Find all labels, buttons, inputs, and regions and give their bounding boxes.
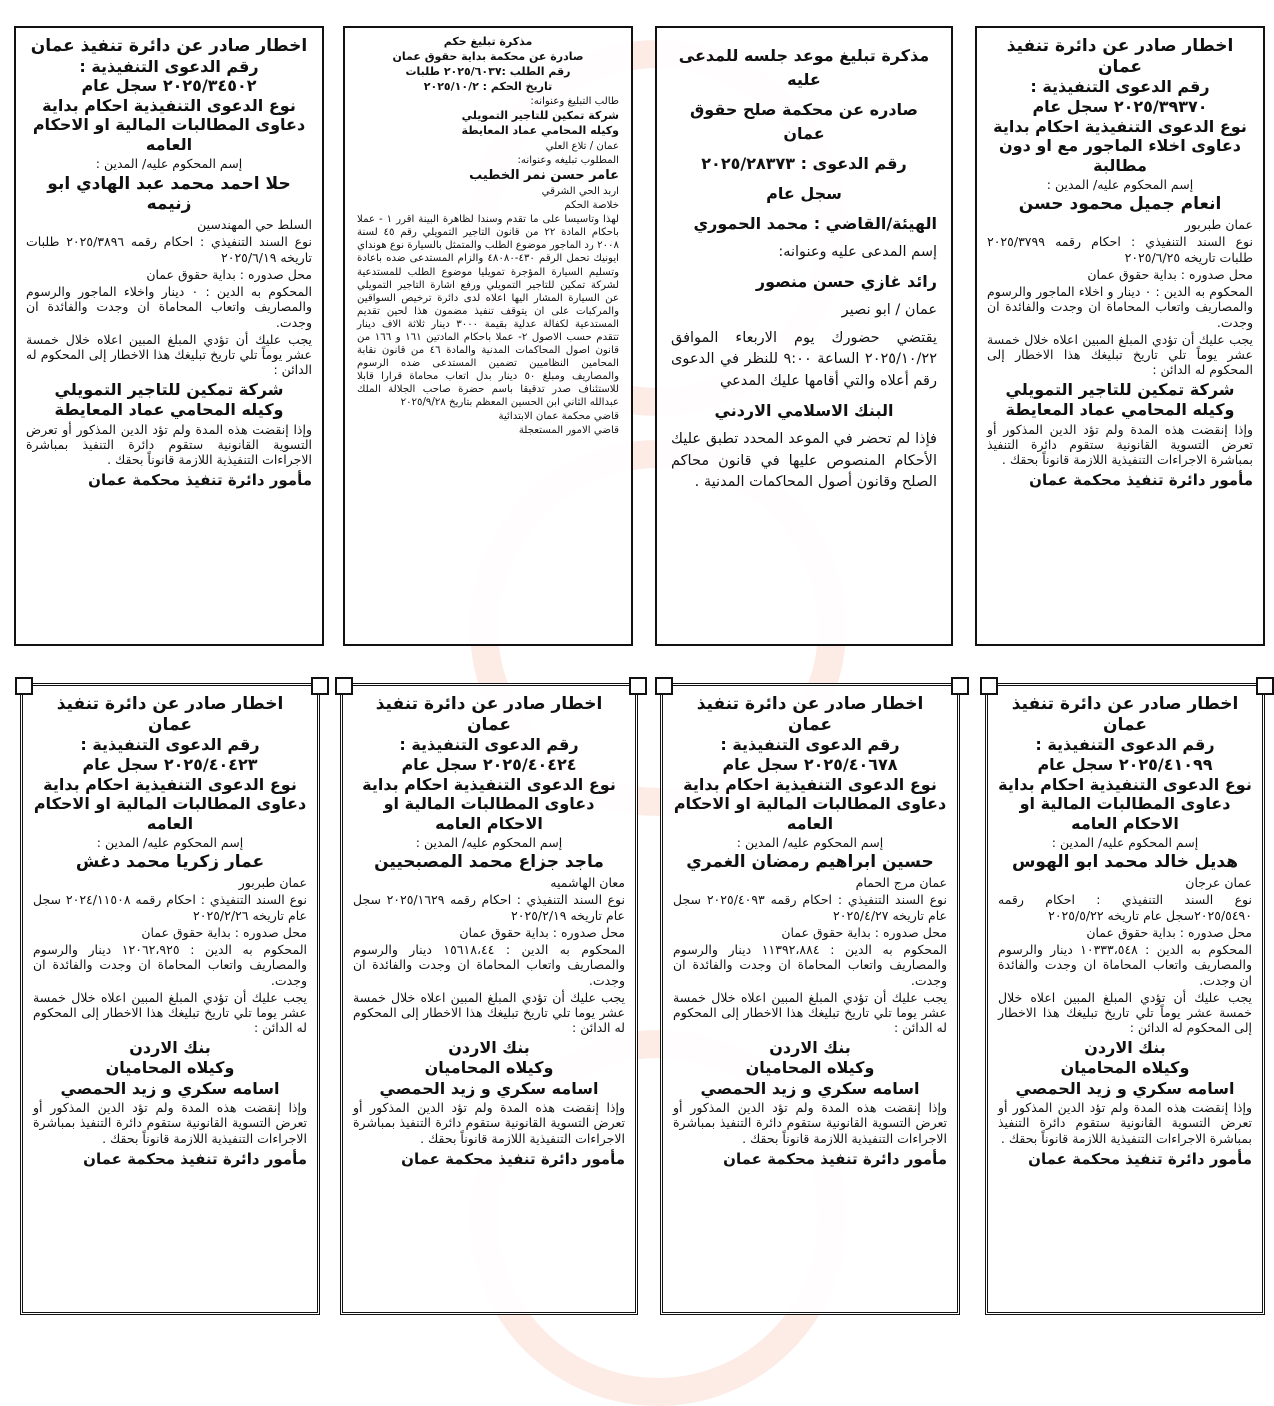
frame-corner-ornament [980, 677, 998, 695]
frame-corner-ornament [629, 677, 647, 695]
debtor-name: انعام جميل محمود حسن [1018, 194, 1222, 215]
frame-corner-ornament [951, 677, 969, 695]
creditor-agent: وكيله المحامي عماد المعايطة [1005, 400, 1235, 420]
execution-notice [660, 683, 960, 1315]
plaintiff-name: البنك الاسلامي الاردني [714, 400, 894, 420]
frame-corner-ornament [15, 677, 33, 695]
requester-agent: وكيله المحامي عماد المعايطة [461, 124, 619, 138]
creditor-lawyers: اسامه سكري و زيد الحمصي [60, 1078, 280, 1098]
target-name: عامر حسن نمر الخطيب [469, 167, 619, 183]
frame-corner-ornament [655, 677, 673, 695]
execution-notice [975, 26, 1265, 646]
closing-text: وإذا إنقضت هذه المدة ولم تؤد الدين المذكور أو تعرض التسوية القانونية ستقوم دائرة التنفيذ بمباشرة الاجراءات التنفيذية اللازمة قانوناً بحقك . [33, 1100, 307, 1146]
case-number: ٢٠٢٥/٣٤٥٠٢ سجل عام [81, 76, 257, 96]
judgment-notice [343, 26, 633, 646]
issued-by: محل صدوره : بداية حقوق عمان [1087, 266, 1253, 282]
debtor-label: إسم المحكوم عليه/ المدين : [1046, 177, 1194, 193]
summary-label: خلاصة الحكم [564, 200, 619, 212]
requester-address: عمان / تلاع العلي [545, 140, 619, 152]
summons-case: رقم الدعوى : ٢٠٢٥/٢٨٣٧٣ [701, 154, 907, 173]
case-label: رقم الدعوى التنفيذية : [80, 735, 260, 755]
creditor-lawyers: اسامه سكري و زيد الحمصي [379, 1078, 599, 1098]
creditor-lawyers: اسامه سكري و زيد الحمصي [1015, 1078, 1235, 1098]
issued-by: محل صدوره : بداية حقوق عمان [781, 924, 947, 940]
summons-judge: الهيئة/القاضي : محمد الحموري [693, 214, 937, 233]
debtor-name: عمار زكريا محمد دغش [75, 852, 265, 873]
debtor-address: عمان طبربور [238, 875, 307, 891]
case-label: رقم الدعوى التنفيذية : [720, 735, 900, 755]
issued-by: محل صدوره : بداية حقوق عمان [1086, 924, 1252, 940]
creditor-name: شركة تمكين للتاجير التمويلي [54, 379, 284, 399]
debtor-address: عمان طبربور [1184, 217, 1253, 233]
debtor-label: إسم المحكوم عليه/ المدين : [96, 835, 244, 851]
deed-info: نوع السند التنفيذي : احكام رقمه ٢٠٢٤/١١٥٠٨ سجل عام تاريخه ٢٠٢٥/٢/٢٦ [33, 892, 307, 923]
closing-text: وإذا إنقضت هذه المدة ولم تؤد الدين المذكور أو تعرض التسوية القانونية ستقوم دائرة التنفيذ بمباشرة الاجراءات التنفيذية اللازمة قانوناً بحقك . [26, 421, 312, 468]
hearing-summons [655, 26, 953, 646]
case-type-detail: دعاوى اخلاء الماجور مع او دون مطالبة [998, 136, 1242, 175]
amount: المحكوم به الدين : ٠ دينار واخلاء الماجور والرسوم والمصاريف واتعاب المحاماة ان وجدت والفائدة ان وجدت. [26, 284, 312, 330]
issued-by: محل صدوره : بداية حقوق عمان [141, 924, 307, 940]
execution-notice [985, 683, 1265, 1315]
amount: المحكوم به الدين : ١٢٠٦٢،٩٢٥ دينار والرسوم والمصاريف واتعاب المحاماة ان وجدت والفائدة ان وجدت. [33, 942, 307, 988]
signature: مأمور دائرة تنفيذ محكمة عمان [1029, 471, 1253, 490]
requester-label: طالب التبليغ وعنوانه: [530, 96, 619, 108]
frame-corner-ornament [335, 677, 353, 695]
case-type: نوع الدعوى التنفيذية احكام بداية [42, 95, 296, 115]
creditor-agent: وكيلاه المحاميان [745, 1058, 875, 1078]
signature: مأمور دائرة تنفيذ محكمة عمان [1028, 1149, 1252, 1168]
debtor-address: عمان عرجان [1185, 875, 1252, 891]
creditor-name: بنك الاردن [448, 1037, 530, 1057]
amount: المحكوم به الدين : ١١٣٩٢،٨٨٤ دينار والرسوم والمصاريف واتعاب المحاماة ان وجدت والفائدة ان وجدت. [673, 942, 947, 988]
summons-court: صادره عن محكمة صلح حقوق عمان [689, 100, 919, 143]
pay-warning: يجب عليك أن تؤدي المبلغ المبين اعلاه خلال خمسة عشر يوماً تلي تاريخ تبليغك هذا الاخطار إلى المحكوم له الدائن : [987, 331, 1253, 378]
deed-info: نوع السند التنفيذي : احكام رقمه ٢٠٢٥/٣٨٩٦ طلبات تاريخه ٢٠٢٥/٦/١٩ [26, 234, 312, 265]
creditor-agent: وكيلاه المحاميان [1060, 1058, 1190, 1078]
creditor-name: بنك الاردن [129, 1037, 211, 1057]
amount: المحكوم به الدين : ١٠٣٣٣،٥٤٨ دينار والرسوم والمصاريف واتعاب المحاماة ان وجدت والفائدة ان وجدت. [998, 942, 1252, 988]
debtor-label: إسم المحكوم عليه/ المدين : [415, 835, 563, 851]
deed-info: نوع السند التنفيذي : احكام رقمه ٢٠٢٥/٣٧٩٩ طلبات تاريخه ٢٠٢٥/٦/٢٥ [987, 234, 1253, 265]
summons-warning: فإذا لم تحضر في الموعد المحدد تطبق عليك الأحكام المنصوص عليها في قانون محاكم الصلح وقانون أصول المحاكمات المدنية . [671, 430, 937, 491]
signature: مأمور دائرة تنفيذ محكمة عمان [83, 1149, 307, 1168]
notice-title: اخطار صادر عن دائرة تنفيذ عمان [30, 36, 308, 56]
case-type-detail: دعاوى المطالبات المالية او الاحكام العامه [673, 794, 947, 833]
creditor-agent: وكيلاه المحاميان [105, 1058, 235, 1078]
debtor-name: هديل خالد محمد ابو الهوس [1011, 852, 1239, 873]
debtor-address: عمان مرج الحمام [855, 875, 947, 891]
judgment-date: تاريخ الحكم : ٢٠٢٥/١٠/٢ [423, 80, 553, 94]
judgment-request: رقم الطلب :٢٠٢٥/٦٠٣٧ طلبات [405, 65, 571, 79]
amount: المحكوم به الدين : ٠ دينار و اخلاء الماجور والرسوم والمصاريف واتعاب المحاماة ان وجدت والفائدة ان وجدت. [987, 284, 1253, 330]
case-number: ٢٠٢٥/٣٩٣٧٠ سجل عام [1032, 96, 1208, 116]
defendant-name: رائد غازي حسن منصور [755, 271, 937, 291]
case-label: رقم الدعوى التنفيذية : [399, 735, 579, 755]
case-label: رقم الدعوى التنفيذية : [1030, 77, 1210, 97]
notice-title: اخطار صادر عن دائرة تنفيذ عمان [56, 694, 284, 735]
target-address: اربد الحي الشرقي [541, 186, 619, 198]
execution-notice [14, 26, 324, 646]
target-label: المطلوب تبليغه وعنوانه: [517, 154, 619, 166]
judgment-title: مذكرة تبليغ حكم [443, 35, 533, 48]
frame-corner-ornament [1256, 677, 1274, 695]
creditor-name: شركة تمكين للتاجير التمويلي [1005, 379, 1235, 399]
defendant-address: عمان / ابو نصير [841, 301, 937, 318]
case-type: نوع الدعوى التنفيذية احكام بداية [998, 774, 1252, 794]
debtor-address: السلط حي المهندسين [197, 217, 312, 233]
case-number: ٢٠٢٥/٤٠٤٢٤ سجل عام [401, 754, 577, 774]
case-number: ٢٠٢٥/٤٠٤٢٣ سجل عام [82, 754, 258, 774]
creditor-name: بنك الاردن [1084, 1037, 1166, 1057]
case-number: ٢٠٢٥/٤١٠٩٩ سجل عام [1037, 754, 1213, 774]
case-label: رقم الدعوى التنفيذية : [79, 56, 259, 76]
creditor-lawyers: اسامه سكري و زيد الحمصي [700, 1078, 920, 1098]
case-type-detail: دعاوى المطالبات المالية او الاحكام العامه [33, 794, 307, 833]
signature: مأمور دائرة تنفيذ محكمة عمان [723, 1149, 947, 1168]
debtor-name: ماجد جزاع محمد المصبحيين [374, 852, 604, 873]
signature: مأمور دائرة تنفيذ محكمة عمان [401, 1149, 625, 1168]
deed-info: نوع السند التنفيذي : احكام رقمه ٢٠٢٥/١٦٢٩ سجل عام تاريخه ٢٠٢٥/٢/١٩ [353, 892, 625, 923]
pay-warning: يجب عليك أن تؤدي المبلغ المبين اعلاه خلال خمسة عشر يوما تلي تاريخ تبليغك هذا الاخطار إلى المحكوم له الدائن : [353, 989, 625, 1036]
judge-signature: قاضي محكمة عمان الابتدائية [498, 411, 619, 423]
case-type-detail: دعاوى المطالبات المالية او الاحكام العامه [383, 794, 595, 833]
attendance-text: يقتضي حضورك يوم الاربعاء الموافق ٢٠٢٥/١٠/٢٢ الساعة ٩:٠٠ للنظر في الدعوى رقم أعلاه والتي أقامها عليك المدعي [671, 329, 937, 389]
creditor-agent: وكيلاه المحاميان [424, 1058, 554, 1078]
issued-by: محل صدوره : بداية حقوق عمان [459, 924, 625, 940]
deed-info: نوع السند التنفيذي : احكام رقمه ٢٠٢٥/٥٤٩٠سجل عام تاريخه ٢٠٢٥/٥/٢٢ [998, 892, 1252, 923]
notice-title: اخطار صادر عن دائرة تنفيذ عمان [375, 694, 603, 735]
defendant-label: إسم المدعى عليه وعنوانه: [778, 244, 937, 260]
summons-registry: سجل عام [766, 184, 842, 203]
judgment-summary: لهذا وتاسيسا على ما تقدم وسندا لظاهرة البينة اقرر ١ - عملا باحكام المادة ٢٢ من قانون التاجير التمويلي رقم ٤٥ لسنة ٢٠٠٨ رد الماجور موضوع الطلب والمتمثل بالسيارة نوع هونداي ايونيك تحمل الرقم ٤٣٠-٤٨٠٨٠ والزام المستدعى ضده باعادة وتسليم السيارة المؤجرة تمويليا موضوع الطلب للمستدعية لشركة تمكين للتاجير التمويلي ورفع اشارة التاجير التمويلي عن السيارة المشار اليها اعلاه لدى دائرة ترخيص السواقين والمركبات على ان يتوقف تنفيذ مضمون هذا لحين تقديم المستدعية لكفالة عدلية بقيمة ٣٠٠٠ دينار ثلاثة الاف دينار تتقدم حسب الاصول ٢- عملا باحكام المادتين ١٦١ و ١٦٦ من قانون اصول المحاكمات المدنية والمادة ٤٦ من قانون نقابة المحامين النظاميين تضمين المستدعى ضده الرسوم والمصاريف ومبلغ ٥٠ دينار بدل اتعاب محاماة قرارا قابلا للاستئناف صدر تدقيقا باسم حضرة صاحب الجلالة الملك عبدالله الثاني ابن الحسين المعظم بتاريخ ٢٠٢٥/٩/٢٨ [357, 214, 620, 408]
creditor-name: بنك الاردن [769, 1037, 851, 1057]
amount: المحكوم به الدين : ١٥٦١٨،٤٤ دينار والرسوم والمصاريف واتعاب المحاماة ان وجدت والفائدة ان وجدت. [353, 942, 625, 988]
case-type-detail: دعاوى المطالبات المالية او الاحكام العامه [1019, 794, 1231, 833]
pay-warning: يجب عليك أن تؤدي المبلغ المبين اعلاه خلال خمسة عشر يوما تلي تاريخ تبليغك هذا الاخطار إلى المحكوم له الدائن : [673, 989, 947, 1036]
judge-signature: قاضي الامور المستعجلة [518, 425, 619, 437]
pay-warning: يجب عليك أن تؤدي المبلغ المبين اعلاه خلال خمسة عشر يوماً تلي تاريخ تبليغك هذا الاخطار إلى المحكوم له الدائن : [26, 331, 312, 378]
case-type: نوع الدعوى التنفيذية احكام بداية [43, 774, 297, 794]
case-type-detail: دعاوى المطالبات المالية او الاحكام العامه [32, 115, 306, 154]
judgment-court: صادرة عن محكمة بداية حقوق عمان [392, 50, 584, 64]
closing-text: وإذا إنقضت هذه المدة ولم تؤد الدين المذكور أو تعرض التسوية القانونية ستقوم دائرة التنفيذ بمباشرة الاجراءات التنفيذية اللازمة قانوناً بحقك . [987, 421, 1253, 468]
summons-title: مذكرة تبليغ موعد جلسه للمدعى عليه [678, 46, 930, 89]
debtor-label: إسم المحكوم عليه/ المدين : [1051, 835, 1199, 851]
issued-by: محل صدوره : بداية حقوق عمان [146, 266, 312, 282]
execution-notice [340, 683, 638, 1315]
signature: مأمور دائرة تنفيذ محكمة عمان [88, 471, 312, 490]
notice-title: اخطار صادر عن دائرة تنفيذ عمان [1006, 36, 1234, 77]
debtor-label: إسم المحكوم عليه/ المدين : [736, 835, 884, 851]
case-type: نوع الدعوى التنفيذية احكام بداية [683, 774, 937, 794]
deed-info: نوع السند التنفيذي : احكام رقمه ٢٠٢٥/٤٠٩٣ سجل عام تاريخه ٢٠٢٥/٤/٢٧ [673, 892, 947, 923]
frame-corner-ornament [311, 677, 329, 695]
closing-text: وإذا إنقضت هذه المدة ولم تؤد الدين المذكور أو تعرض التسوية القانونية ستقوم دائرة التنفيذ بمباشرة الاجراءات التنفيذية اللازمة قانوناً بحقك . [353, 1100, 625, 1146]
notice-title: اخطار صادر عن دائرة تنفيذ عمان [1011, 694, 1239, 735]
case-number: ٢٠٢٥/٤٠٦٧٨ سجل عام [722, 754, 898, 774]
closing-text: وإذا إنقضت هذه المدة ولم تؤد الدين المذكور أو تعرض التسوية القانونية ستقوم دائرة التنفيذ بمباشرة الاجراءات التنفيذية اللازمة قانوناً بحقك . [673, 1100, 947, 1146]
debtor-label: إسم المحكوم عليه/ المدين : [95, 156, 243, 172]
pay-warning: يجب عليك أن تؤدي المبلغ المبين اعلاه خلال خمسة عشر يوماً تلي تاريخ تبليغك هذا الاخطار إلى المحكوم له الدائن : [998, 989, 1252, 1036]
case-label: رقم الدعوى التنفيذية : [1035, 735, 1215, 755]
debtor-address: معان الهاشميه [550, 875, 625, 891]
execution-notice [20, 683, 320, 1315]
debtor-name: حسين ابراهيم رمضان الغمري [686, 852, 934, 873]
creditor-agent: وكيله المحامي عماد المعايطة [54, 400, 284, 420]
closing-text: وإذا إنقضت هذه المدة ولم تؤد الدين المذكور أو تعرض التسوية القانونية ستقوم دائرة التنفيذ بمباشرة الاجراءات التنفيذية اللازمة قانوناً بحقك . [998, 1100, 1252, 1146]
notice-title: اخطار صادر عن دائرة تنفيذ عمان [696, 694, 924, 735]
debtor-name: حلا احمد محمد عبد الهادي ابو زنيمه [47, 173, 291, 215]
case-type: نوع الدعوى التنفيذية احكام بداية [362, 774, 616, 794]
requester-name: شركة تمكين للتاجير التمويلي [461, 109, 619, 123]
case-type: نوع الدعوى التنفيذية احكام بداية [993, 116, 1247, 136]
pay-warning: يجب عليك أن تؤدي المبلغ المبين اعلاه خلال خمسة عشر يوما تلي تاريخ تبليغك هذا الاخطار إلى المحكوم له الدائن : [33, 989, 307, 1036]
